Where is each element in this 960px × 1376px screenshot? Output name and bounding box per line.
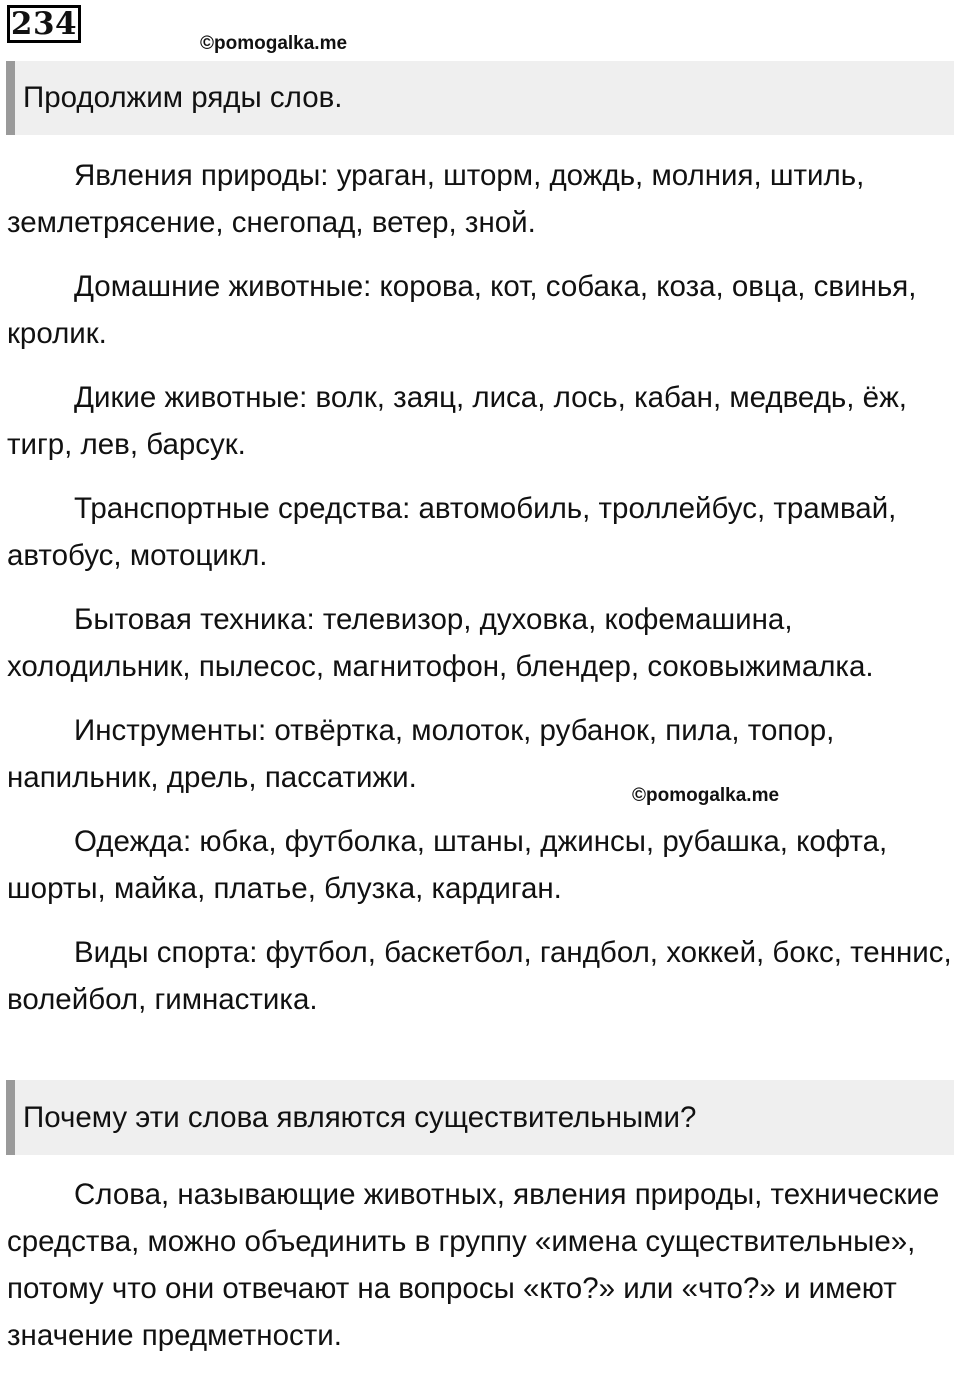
answer-block-1 bbox=[7, 152, 955, 1040]
answer-block-2 bbox=[7, 1171, 955, 1376]
answer-paragraph-explanation: Слова, называющие животных, явления природы, технические средства, можно объединить в группу «имена существительные», потому что они отвечают на вопросы «кто?» или «что?» и имеют значение предметности. bbox=[7, 1178, 940, 1352]
answer-paragraph-sports: Виды спорта: футбол, баскетбол, гандбол, хоккей, бокс, теннис, волейбол, гимнастика. bbox=[7, 936, 952, 1016]
answer-paragraph-tools: Инструменты: отвёртка, молоток, рубанок, пила, топор, напильник, дрель, пассатижи. bbox=[7, 714, 835, 794]
answer-paragraph-nature: Явления природы: ураган, шторм, дождь, молния, штиль, землетрясение, снегопад, ветер, зной. bbox=[7, 159, 865, 239]
answer-paragraph-wild-animals: Дикие животные: волк, заяц, лиса, лось, кабан, медведь, ёж, тигр, лев, барсук. bbox=[7, 381, 908, 461]
question-box-2 bbox=[6, 1080, 954, 1155]
answer-paragraph-clothing: Одежда: юбка, футболка, штаны, джинсы, рубашка, кофта, шорты, майка, платье, блузка, кардиган. bbox=[7, 825, 888, 905]
watermark-top: ©pomogalka.me bbox=[200, 33, 348, 54]
question-box-1 bbox=[6, 61, 954, 135]
answer-paragraph-appliances: Бытовая техника: телевизор, духовка, кофемашина, холодильник, пылесос, магнитофон, блендер, соковыжималка. bbox=[7, 603, 874, 683]
task-number: 234 bbox=[7, 5, 81, 43]
question-2-text: Почему эти слова являются существительными? bbox=[23, 1100, 697, 1134]
answer-paragraph-domestic-animals: Домашние животные: корова, кот, собака, коза, овца, свинья, кролик. bbox=[7, 270, 917, 350]
watermark-middle: ©pomogalka.me bbox=[632, 785, 780, 806]
answer-paragraph-transport: Транспортные средства: автомобиль, троллейбус, трамвай, автобус, мотоцикл. bbox=[7, 492, 897, 572]
question-1-text: Продолжим ряды слов. bbox=[23, 81, 343, 114]
